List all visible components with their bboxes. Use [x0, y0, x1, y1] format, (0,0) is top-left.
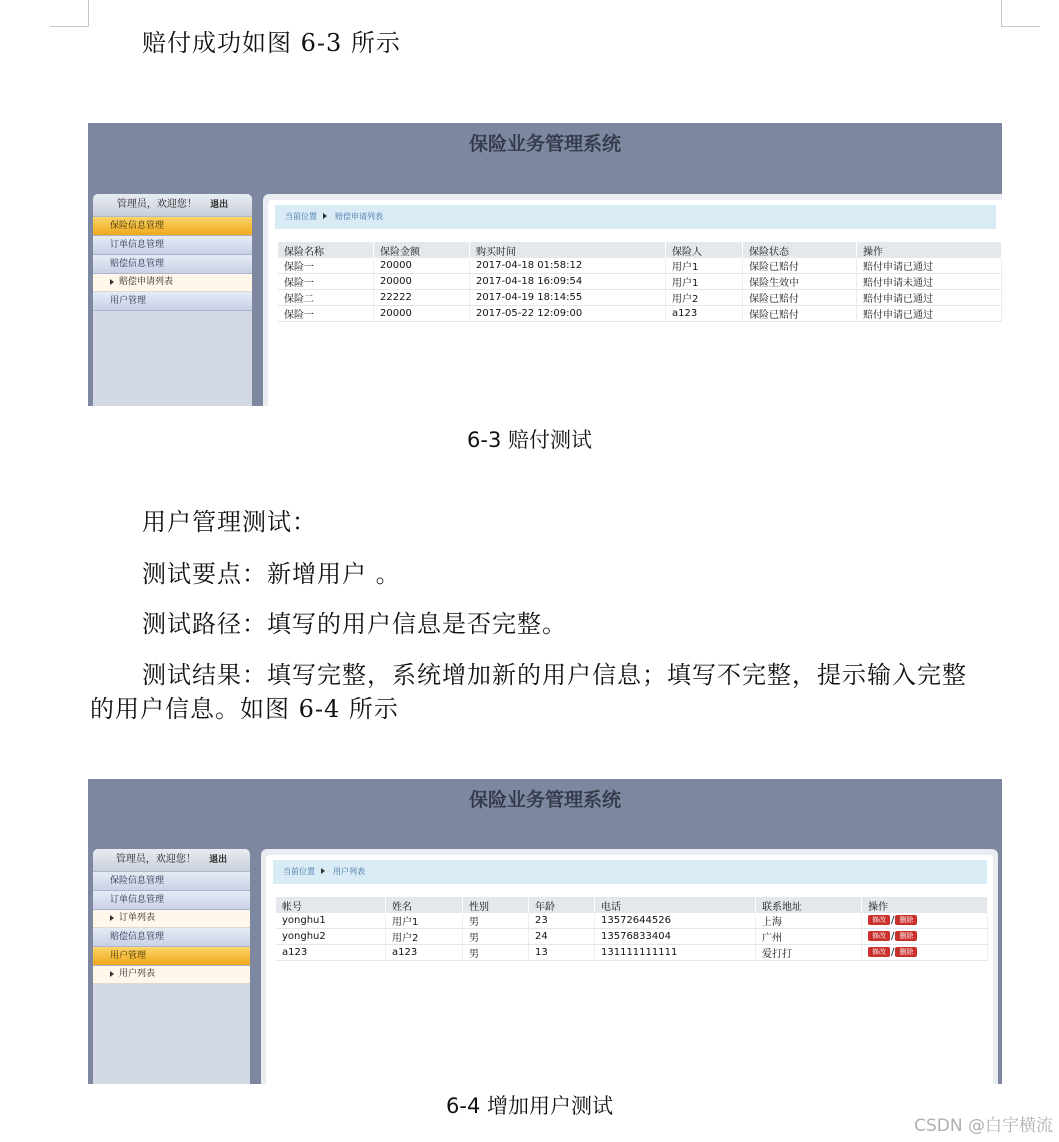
- sidebar-item-orders[interactable]: 订单信息管理: [93, 236, 252, 255]
- app-title: 保险业务管理系统: [468, 789, 621, 811]
- sidebar-item-users[interactable]: 用户管理: [93, 292, 252, 311]
- table-cell: 男: [463, 913, 529, 929]
- sidebar-item-claims[interactable]: 赔偿信息管理: [93, 255, 252, 274]
- table-cell: 2017-05-22 12:09:00: [470, 306, 666, 322]
- paragraph: 的用户信息。如图 6-4 所示: [90, 695, 399, 723]
- sidebar-subitem-user-list[interactable]: 用户列表: [93, 966, 250, 984]
- paragraph: 测试结果：填写完整，系统增加新的用户信息；填写不完整，提示输入完整: [142, 661, 967, 689]
- sidebar-item-users[interactable]: 用户管理: [93, 947, 250, 966]
- table-cell: 24: [529, 929, 595, 945]
- table-cell: 保险一: [278, 258, 374, 274]
- table-cell: 赔付申请未通过: [857, 274, 1002, 290]
- column-header: 操作: [862, 897, 988, 913]
- table-cell: 赔付申请已通过: [857, 290, 1002, 306]
- table-cell: 131111111111: [595, 945, 756, 961]
- content-area: [266, 855, 993, 1084]
- paragraph: 测试要点：新增用户 。: [142, 560, 401, 588]
- table-cell: 22222: [374, 290, 470, 306]
- table-cell: 上海: [756, 913, 862, 929]
- sidebar-item-claims[interactable]: 赔偿信息管理: [93, 928, 250, 947]
- paragraph: 用户管理测试：: [142, 508, 317, 536]
- claims-table: [278, 242, 1002, 322]
- table-cell: 赔付申请已通过: [857, 258, 1002, 274]
- figure-caption: 6-3 赔付测试: [467, 428, 592, 452]
- page-corner-mark: [50, 0, 89, 27]
- table-cell: 用户1: [386, 913, 463, 929]
- edit-button[interactable]: 修改: [868, 947, 890, 957]
- welcome-text: 管理员，欢迎您！: [115, 854, 196, 865]
- sidebar-subitem-order-list[interactable]: 订单列表: [93, 910, 250, 928]
- separator: /: [891, 914, 895, 926]
- table-row: [276, 913, 988, 929]
- table-cell: yonghu1: [276, 913, 386, 929]
- table-cell: 广州: [756, 929, 862, 945]
- breadcrumb-home[interactable]: 当前位置: [285, 212, 317, 221]
- edit-button[interactable]: 修改: [868, 915, 890, 925]
- table-cell: 保险已赔付: [743, 306, 857, 322]
- table-row: [276, 929, 988, 945]
- table-cell: 保险一: [278, 274, 374, 290]
- column-header: 保险金额: [374, 242, 470, 258]
- column-header: 购买时间: [470, 242, 666, 258]
- sidebar-item-insurance[interactable]: 保险信息管理: [93, 217, 252, 236]
- sidebar-subitem-claim-list[interactable]: 赔偿申请列表: [93, 274, 252, 292]
- logout-link[interactable]: 退出: [210, 200, 229, 210]
- table-cell: 13572644526: [595, 913, 756, 929]
- main-panel: [261, 849, 998, 1084]
- sidebar-item-insurance[interactable]: 保险信息管理: [93, 872, 250, 891]
- main-panel: [263, 194, 1002, 406]
- chevron-right-icon: [321, 868, 325, 874]
- table-row: [278, 258, 1002, 274]
- actions-cell: [862, 929, 988, 945]
- logout-link[interactable]: 退出: [209, 855, 228, 865]
- welcome-bar: [93, 849, 250, 872]
- table-row: [278, 306, 1002, 322]
- table-cell: yonghu2: [276, 929, 386, 945]
- column-header: 保险人: [666, 242, 743, 258]
- table-cell: 用户2: [386, 929, 463, 945]
- column-header: 保险状态: [743, 242, 857, 258]
- table-header-row: [276, 897, 988, 913]
- breadcrumb-home[interactable]: 当前位置: [283, 867, 315, 876]
- paragraph: 测试路径：填写的用户信息是否完整。: [142, 610, 567, 638]
- table-cell: a123: [276, 945, 386, 961]
- breadcrumb-current: 用户列表: [333, 867, 365, 876]
- table-cell: 2017-04-19 18:14:55: [470, 290, 666, 306]
- delete-button[interactable]: 删除: [895, 915, 917, 925]
- welcome-bar: [93, 194, 252, 217]
- column-header: 操作: [857, 242, 1002, 258]
- actions-cell: [862, 913, 988, 929]
- column-header: 年龄: [529, 897, 595, 913]
- table-cell: 13: [529, 945, 595, 961]
- table-cell: 用户2: [666, 290, 743, 306]
- table-cell: 男: [463, 929, 529, 945]
- users-table: [276, 897, 988, 961]
- table-cell: 男: [463, 945, 529, 961]
- table-cell: 保险生效中: [743, 274, 857, 290]
- sidebar: [93, 849, 250, 1084]
- content-area: [268, 200, 1002, 406]
- table-cell: 2017-04-18 01:58:12: [470, 258, 666, 274]
- breadcrumb: [275, 205, 996, 229]
- table-cell: 用户1: [666, 274, 743, 290]
- table-cell: 2017-04-18 16:09:54: [470, 274, 666, 290]
- table-cell: 保险已赔付: [743, 290, 857, 306]
- welcome-text: 管理员，欢迎您！: [116, 199, 197, 210]
- column-header: 保险名称: [278, 242, 374, 258]
- breadcrumb-current: 赔偿申请列表: [335, 212, 383, 221]
- table-header-row: [278, 242, 1002, 258]
- sidebar: [93, 194, 252, 406]
- column-header: 性别: [463, 897, 529, 913]
- app-title: 保险业务管理系统: [468, 133, 621, 155]
- breadcrumb: [273, 860, 987, 884]
- table-cell: 23: [529, 913, 595, 929]
- table-cell: a123: [386, 945, 463, 961]
- table-cell: 20000: [374, 274, 470, 290]
- table-cell: a123: [666, 306, 743, 322]
- column-header: 电话: [595, 897, 756, 913]
- table-cell: 保险已赔付: [743, 258, 857, 274]
- page-corner-mark: [1001, 0, 1040, 27]
- actions-cell: [862, 945, 988, 961]
- column-header: 联系地址: [756, 897, 862, 913]
- delete-button[interactable]: 删除: [895, 931, 917, 941]
- paragraph: 赔付成功如图 6-3 所示: [142, 29, 401, 57]
- separator: /: [891, 930, 895, 942]
- table-cell: 20000: [374, 306, 470, 322]
- delete-button[interactable]: 删除: [895, 947, 917, 957]
- table-cell: 13576833404: [595, 929, 756, 945]
- edit-button[interactable]: 修改: [868, 931, 890, 941]
- table-row: [278, 274, 1002, 290]
- table-row: [278, 290, 1002, 306]
- sidebar-item-orders[interactable]: 订单信息管理: [93, 891, 250, 910]
- column-header: 姓名: [386, 897, 463, 913]
- table-cell: 爱打打: [756, 945, 862, 961]
- table-cell: 保险二: [278, 290, 374, 306]
- figure-caption: 6-4 增加用户测试: [446, 1094, 613, 1118]
- table-cell: 赔付申请已通过: [857, 306, 1002, 322]
- screenshot-claims: [88, 123, 1002, 406]
- table-row: [276, 945, 988, 961]
- column-header: 帐号: [276, 897, 386, 913]
- table-cell: 保险一: [278, 306, 374, 322]
- screenshot-users: [88, 779, 1002, 1084]
- chevron-right-icon: [323, 213, 327, 219]
- table-cell: 用户1: [666, 258, 743, 274]
- watermark: CSDN @白宇横流: [914, 1116, 1053, 1136]
- separator: /: [891, 946, 895, 958]
- table-cell: 20000: [374, 258, 470, 274]
